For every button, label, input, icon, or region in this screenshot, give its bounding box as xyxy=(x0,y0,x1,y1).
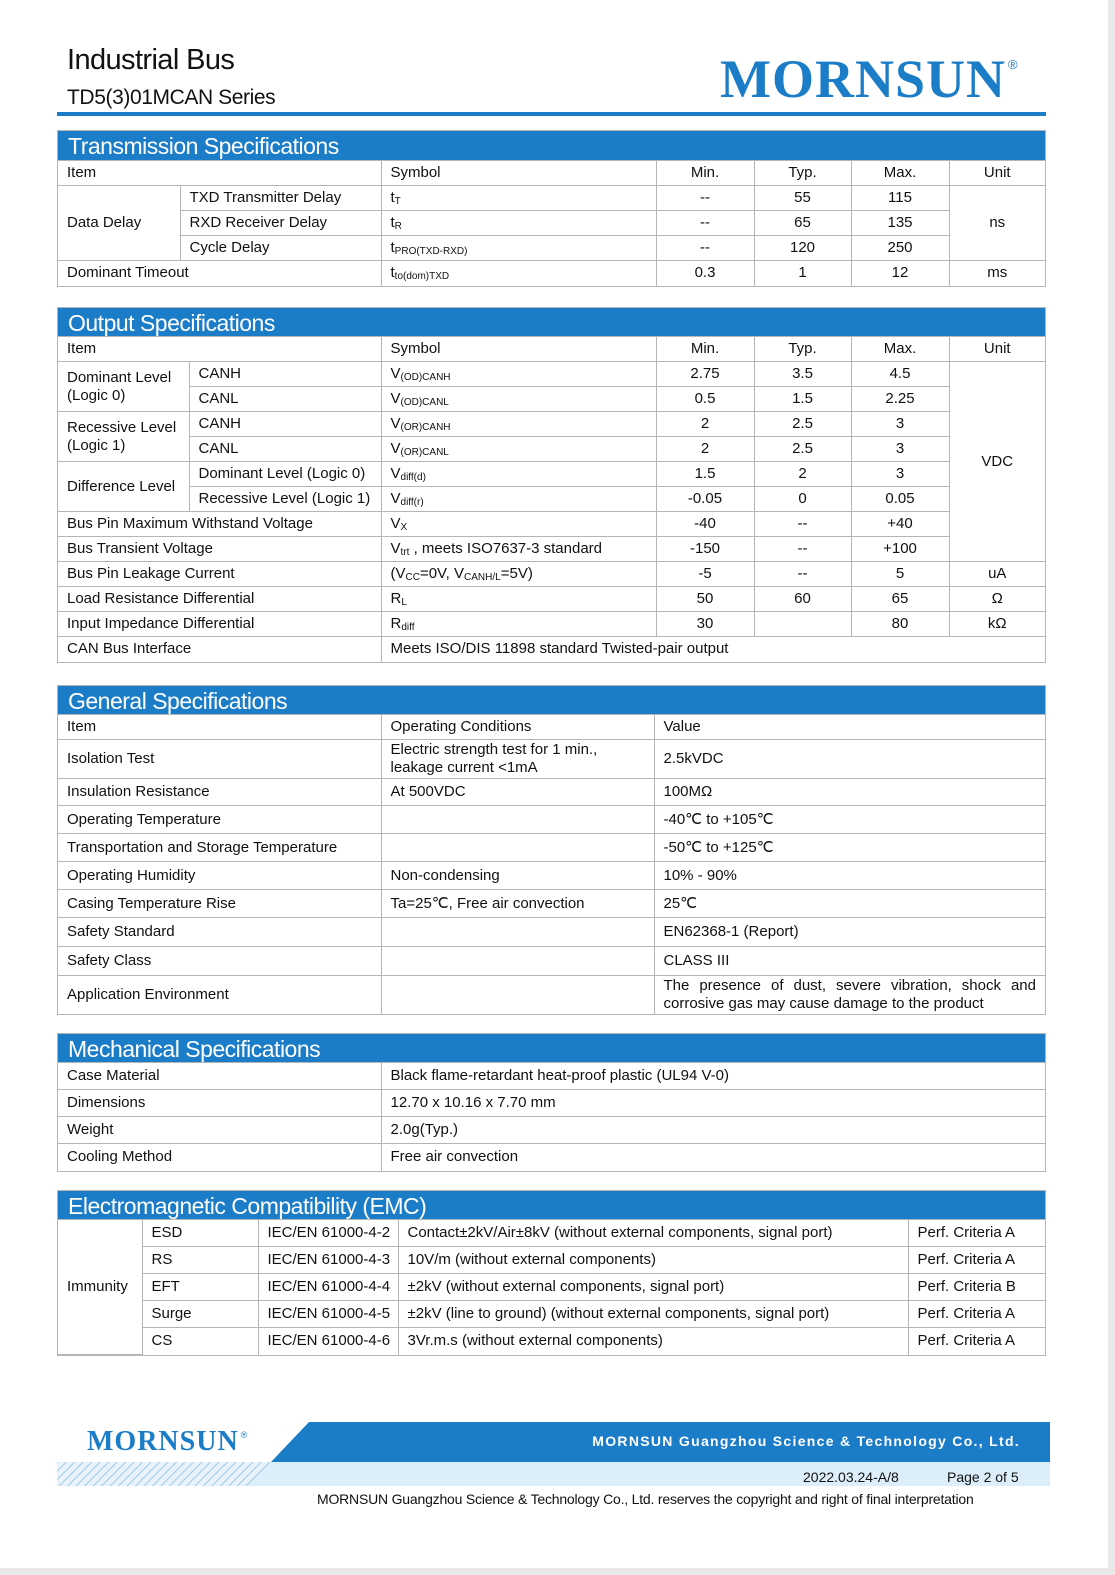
table-row xyxy=(58,211,1045,236)
general-section xyxy=(57,685,1046,1015)
typ-value: -- xyxy=(754,537,851,562)
item-label: Input Impedance Differential xyxy=(58,612,381,637)
transmission-table xyxy=(58,160,1045,286)
logo-text: MORNSUN xyxy=(87,1426,239,1457)
min-value: -150 xyxy=(656,537,754,562)
section-title: Transmission Specifications xyxy=(58,131,1045,160)
item-label: Isolation Test xyxy=(58,740,381,779)
value: 12.70 x 10.16 x 7.70 mm xyxy=(381,1090,1045,1117)
table-row xyxy=(58,976,1045,1014)
table-row xyxy=(58,1247,1045,1274)
item-label: Case Material xyxy=(58,1063,381,1090)
emc-table xyxy=(58,1219,1045,1355)
page-footer xyxy=(57,1422,1050,1522)
symbol-text: t xyxy=(390,189,395,206)
label-line: Dominant Level xyxy=(67,368,172,386)
symbol xyxy=(381,587,656,612)
value: CLASS III xyxy=(654,947,1045,976)
symbol xyxy=(381,412,656,437)
symbol-sub: PRO(TXD-RXD) xyxy=(394,246,468,257)
min-value: -5 xyxy=(656,562,754,587)
symbol-note: , meets ISO7637-3 standard xyxy=(409,540,603,557)
emc-section xyxy=(57,1190,1046,1356)
value: -40℃ to +105℃ xyxy=(654,806,1045,834)
symbol-sub: CC xyxy=(405,572,420,583)
unit-value: ms xyxy=(949,261,1045,286)
max-value: +100 xyxy=(851,537,949,562)
typ-value: 120 xyxy=(754,236,851,261)
table-row xyxy=(58,834,1045,862)
table-row xyxy=(58,1144,1045,1171)
table-row xyxy=(58,1063,1045,1090)
dominant-level-label xyxy=(58,362,189,412)
symbol-sub: T xyxy=(394,196,401,207)
unit-vdc: VDC xyxy=(949,362,1045,562)
interface-value: Meets ISO/DIS 11898 standard Twisted-pair output xyxy=(381,637,1045,662)
table-row xyxy=(58,437,1045,462)
value: 100MΩ xyxy=(654,779,1045,806)
typ-value: 55 xyxy=(754,186,851,211)
item-label: Casing Temperature Rise xyxy=(58,890,381,918)
typ-value: 1.5 xyxy=(754,387,851,412)
table-row xyxy=(58,740,1045,779)
max-value: 65 xyxy=(851,587,949,612)
mornsun-logo xyxy=(720,49,1019,109)
symbol-text: t xyxy=(390,264,395,282)
min-value: 2.75 xyxy=(656,362,754,387)
table-row xyxy=(58,947,1045,976)
footer-date: 2022.03.24-A/8 xyxy=(803,1469,899,1485)
symbol xyxy=(381,537,656,562)
symbol-sub: to(dom)TXD xyxy=(394,271,450,283)
max-value: 3 xyxy=(851,412,949,437)
unit-value: uA xyxy=(949,562,1045,587)
item-label: Safety Standard xyxy=(58,918,381,947)
value: 2.0g(Typ.) xyxy=(381,1117,1045,1144)
symbol-text: V xyxy=(390,390,401,407)
max-value: 80 xyxy=(851,612,949,637)
test-standard: IEC/EN 61000-4-6 xyxy=(258,1328,398,1355)
typ-value: 65 xyxy=(754,211,851,236)
test-type: ESD xyxy=(142,1220,258,1247)
table-row xyxy=(58,1220,1045,1247)
symbol xyxy=(381,437,656,462)
symbol-text: =0V, V xyxy=(419,565,465,582)
table-header-row xyxy=(58,161,1045,186)
section-title: General Specifications xyxy=(58,686,1045,714)
symbol xyxy=(381,211,656,236)
col-item: Item xyxy=(58,161,381,186)
test-criteria: Perf. Criteria A xyxy=(908,1247,1045,1274)
col-unit: Unit xyxy=(949,161,1045,186)
symbol-text: R xyxy=(390,590,402,607)
col-typ: Typ. xyxy=(754,161,851,186)
condition xyxy=(381,947,654,976)
doc-title: Industrial Bus xyxy=(67,44,235,76)
footer-stripe xyxy=(57,1462,1050,1486)
table-row xyxy=(58,918,1045,947)
footer-copyright: MORNSUN Guangzhou Science & Technology Co., Ltd. reserves the copyright and right of final interpretation xyxy=(317,1491,974,1507)
test-description: ±2kV (without external components, signal port) xyxy=(398,1274,908,1301)
typ-value: 3.5 xyxy=(754,362,851,387)
test-description: ±2kV (line to ground) (without external components, signal port) xyxy=(398,1301,908,1328)
typ-value: 2 xyxy=(754,462,851,487)
symbol-text: V xyxy=(390,465,401,482)
recessive-level-label xyxy=(58,412,189,462)
unit-value: kΩ xyxy=(949,612,1045,637)
table-row xyxy=(58,236,1045,261)
item-label: Operating Humidity xyxy=(58,862,381,890)
max-value: 12 xyxy=(851,261,949,286)
page-number: Page 2 of 5 xyxy=(947,1469,1019,1485)
col-symbol: Symbol xyxy=(381,161,656,186)
table-header-row xyxy=(58,715,1045,740)
symbol-sub: (OR)CANH xyxy=(400,422,451,433)
min-value: -- xyxy=(656,211,754,236)
symbol-text: V xyxy=(390,515,401,532)
table-row xyxy=(58,462,1045,487)
table-row xyxy=(58,1090,1045,1117)
table-row xyxy=(58,1328,1045,1355)
test-type: Surge xyxy=(142,1301,258,1328)
symbol xyxy=(381,387,656,412)
col-min: Min. xyxy=(656,337,754,362)
item-label: Insulation Resistance xyxy=(58,779,381,806)
logo-text: MORNSUN xyxy=(720,49,1006,109)
condition xyxy=(381,918,654,947)
min-value: 2 xyxy=(656,412,754,437)
value: -50℃ to +125℃ xyxy=(654,834,1045,862)
symbol-sub: (OD)CANL xyxy=(400,397,449,408)
max-value: 4.5 xyxy=(851,362,949,387)
item-label: CAN Bus Interface xyxy=(58,637,381,662)
min-value: -- xyxy=(656,236,754,261)
symbol-sub: X xyxy=(400,522,408,533)
table-row xyxy=(58,412,1045,437)
table-header-row xyxy=(58,337,1045,362)
registered-mark: ® xyxy=(240,1430,249,1440)
sub-item: CANL xyxy=(189,437,381,462)
test-criteria: Perf. Criteria A xyxy=(908,1301,1045,1328)
item-label: Transportation and Storage Temperature xyxy=(58,834,381,862)
table-row xyxy=(58,637,1045,662)
section-title: Mechanical Specifications xyxy=(58,1034,1045,1062)
condition xyxy=(381,834,654,862)
item-label: Load Resistance Differential xyxy=(58,587,381,612)
condition xyxy=(381,806,654,834)
mechanical-section xyxy=(57,1033,1046,1172)
item-label: Dimensions xyxy=(58,1090,381,1117)
table-row xyxy=(58,487,1045,512)
typ-value xyxy=(754,612,851,637)
value: The presence of dust, severe vibration, shock and corrosive gas may cause damage to the product xyxy=(654,976,1045,1014)
difference-level-label: Difference Level xyxy=(58,462,189,512)
condition: Ta=25℃, Free air convection xyxy=(381,890,654,918)
min-value: -0.05 xyxy=(656,487,754,512)
table-row xyxy=(58,562,1045,587)
table-row xyxy=(58,186,1045,211)
general-table xyxy=(58,714,1045,1014)
symbol-text: t xyxy=(390,214,395,231)
output-table xyxy=(58,336,1045,662)
table-row xyxy=(58,612,1045,637)
mechanical-table xyxy=(58,1062,1045,1171)
label-line: (Logic 0) xyxy=(67,386,126,404)
test-description: 3Vr.m.s (without external components) xyxy=(398,1328,908,1355)
symbol xyxy=(381,236,656,261)
condition: Non-condensing xyxy=(381,862,654,890)
test-criteria: Perf. Criteria B xyxy=(908,1274,1045,1301)
symbol xyxy=(381,186,656,211)
test-standard: IEC/EN 61000-4-2 xyxy=(258,1220,398,1247)
symbol-text: V xyxy=(390,440,401,457)
value: 10% - 90% xyxy=(654,862,1045,890)
item-label: Safety Class xyxy=(58,947,381,976)
symbol xyxy=(381,562,656,587)
data-delay-label: Data Delay xyxy=(58,186,180,261)
max-value: 3 xyxy=(851,437,949,462)
symbol-sub: R xyxy=(394,221,402,232)
symbol-sub: CANH/L xyxy=(464,572,501,583)
col-symbol: Symbol xyxy=(381,337,656,362)
table-row xyxy=(58,387,1045,412)
sub-item: RXD Receiver Delay xyxy=(180,211,381,236)
symbol-sub: diff(d) xyxy=(400,472,426,483)
test-criteria: Perf. Criteria A xyxy=(908,1220,1045,1247)
table-row xyxy=(58,1117,1045,1144)
col-typ: Typ. xyxy=(754,337,851,362)
symbol xyxy=(381,261,656,286)
sub-item: CANH xyxy=(189,362,381,387)
test-description: 10V/m (without external components) xyxy=(398,1247,908,1274)
symbol-text: t xyxy=(390,239,395,256)
symbol-text: (V xyxy=(390,565,406,582)
min-value: 0.3 xyxy=(656,261,754,286)
col-max: Max. xyxy=(851,161,949,186)
symbol xyxy=(381,487,656,512)
sub-item: Dominant Level (Logic 0) xyxy=(189,462,381,487)
table-row xyxy=(58,1301,1045,1328)
typ-value: 1 xyxy=(754,261,851,286)
min-value: -- xyxy=(656,186,754,211)
col-conditions: Operating Conditions xyxy=(381,715,654,740)
item-label: Bus Transient Voltage xyxy=(58,537,381,562)
typ-value: -- xyxy=(754,562,851,587)
col-item: Item xyxy=(58,715,381,740)
item-label: Operating Temperature xyxy=(58,806,381,834)
table-row xyxy=(58,1274,1045,1301)
unit-value: Ω xyxy=(949,587,1045,612)
test-type: RS xyxy=(142,1247,258,1274)
col-item: Item xyxy=(58,337,381,362)
condition xyxy=(381,976,654,1014)
value: 2.5kVDC xyxy=(654,740,1045,779)
max-value: 5 xyxy=(851,562,949,587)
condition: Electric strength test for 1 min., leakage current <1mA xyxy=(381,740,654,779)
table-row xyxy=(58,512,1045,537)
registered-mark: ® xyxy=(1008,57,1019,72)
min-value: 0.5 xyxy=(656,387,754,412)
test-description: Contact±2kV/Air±8kV (without external components, signal port) xyxy=(398,1220,908,1247)
value: Free air convection xyxy=(381,1144,1045,1171)
symbol-sub: (OD)CANH xyxy=(400,372,451,383)
min-value: 2 xyxy=(656,437,754,462)
typ-value: -- xyxy=(754,512,851,537)
sub-item: Cycle Delay xyxy=(180,236,381,261)
min-value: -40 xyxy=(656,512,754,537)
table-row xyxy=(58,362,1045,387)
symbol-text: V xyxy=(390,490,401,507)
col-max: Max. xyxy=(851,337,949,362)
symbol-text: R xyxy=(390,615,402,632)
symbol-text: V xyxy=(390,365,401,382)
min-value: 1.5 xyxy=(656,462,754,487)
condition: At 500VDC xyxy=(381,779,654,806)
symbol-sub: diff(r) xyxy=(400,497,424,508)
table-row xyxy=(58,862,1045,890)
section-title: Output Specifications xyxy=(58,308,1045,336)
symbol-sub: diff xyxy=(401,622,415,633)
transmission-section xyxy=(57,130,1046,287)
test-standard: IEC/EN 61000-4-4 xyxy=(258,1274,398,1301)
item-label: Dominant Timeout xyxy=(58,261,381,286)
max-value: +40 xyxy=(851,512,949,537)
section-title: Electromagnetic Compatibility (EMC) xyxy=(58,1191,1045,1219)
value: 25℃ xyxy=(654,890,1045,918)
table-row xyxy=(58,779,1045,806)
doc-series: TD5(3)01MCAN Series xyxy=(67,86,276,109)
max-value: 3 xyxy=(851,462,949,487)
immunity-label: Immunity xyxy=(58,1220,142,1355)
col-unit: Unit xyxy=(949,337,1045,362)
typ-value: 0 xyxy=(754,487,851,512)
symbol-text: V xyxy=(390,540,401,557)
max-value: 2.25 xyxy=(851,387,949,412)
test-type: CS xyxy=(142,1328,258,1355)
min-value: 30 xyxy=(656,612,754,637)
item-label: Cooling Method xyxy=(58,1144,381,1171)
typ-value: 2.5 xyxy=(754,412,851,437)
symbol xyxy=(381,462,656,487)
table-row xyxy=(58,537,1045,562)
value: EN62368-1 (Report) xyxy=(654,918,1045,947)
unit-value: ns xyxy=(949,186,1045,261)
test-type: EFT xyxy=(142,1274,258,1301)
footer-company: MORNSUN Guangzhou Science & Technology Co., Ltd. xyxy=(592,1433,1020,1449)
table-row xyxy=(58,890,1045,918)
typ-value: 60 xyxy=(754,587,851,612)
test-criteria: Perf. Criteria A xyxy=(908,1328,1045,1355)
item-label: Application Environment xyxy=(58,976,381,1014)
symbol-text: V xyxy=(390,415,401,432)
symbol xyxy=(381,612,656,637)
sub-item: Recessive Level (Logic 1) xyxy=(189,487,381,512)
label-line: (Logic 1) xyxy=(67,436,126,454)
symbol-sub: L xyxy=(401,597,407,608)
col-value: Value xyxy=(654,715,1045,740)
label-line: Recessive Level xyxy=(67,418,177,436)
header-rule xyxy=(57,112,1046,116)
test-standard: IEC/EN 61000-4-3 xyxy=(258,1247,398,1274)
max-value: 135 xyxy=(851,211,949,236)
symbol xyxy=(381,362,656,387)
max-value: 115 xyxy=(851,186,949,211)
item-label: Weight xyxy=(58,1117,381,1144)
sub-item: CANH xyxy=(189,412,381,437)
symbol xyxy=(381,512,656,537)
symbol-sub: (OR)CANL xyxy=(400,447,449,458)
min-value: 50 xyxy=(656,587,754,612)
item-label: Bus Pin Leakage Current xyxy=(58,562,381,587)
sub-item: CANL xyxy=(189,387,381,412)
max-value: 0.05 xyxy=(851,487,949,512)
table-row xyxy=(58,806,1045,834)
table-row xyxy=(58,261,1045,286)
max-value: 250 xyxy=(851,236,949,261)
typ-value: 2.5 xyxy=(754,437,851,462)
symbol-text: =5V) xyxy=(500,565,533,582)
symbol-sub: trt xyxy=(400,547,410,558)
output-section xyxy=(57,307,1046,663)
sub-item: TXD Transmitter Delay xyxy=(180,186,381,211)
item-label: Bus Pin Maximum Withstand Voltage xyxy=(58,512,381,537)
table-row xyxy=(58,587,1045,612)
footer-logo xyxy=(87,1428,248,1456)
test-standard: IEC/EN 61000-4-5 xyxy=(258,1301,398,1328)
value: Black flame-retardant heat-proof plastic (UL94 V-0) xyxy=(381,1063,1045,1090)
col-min: Min. xyxy=(656,161,754,186)
